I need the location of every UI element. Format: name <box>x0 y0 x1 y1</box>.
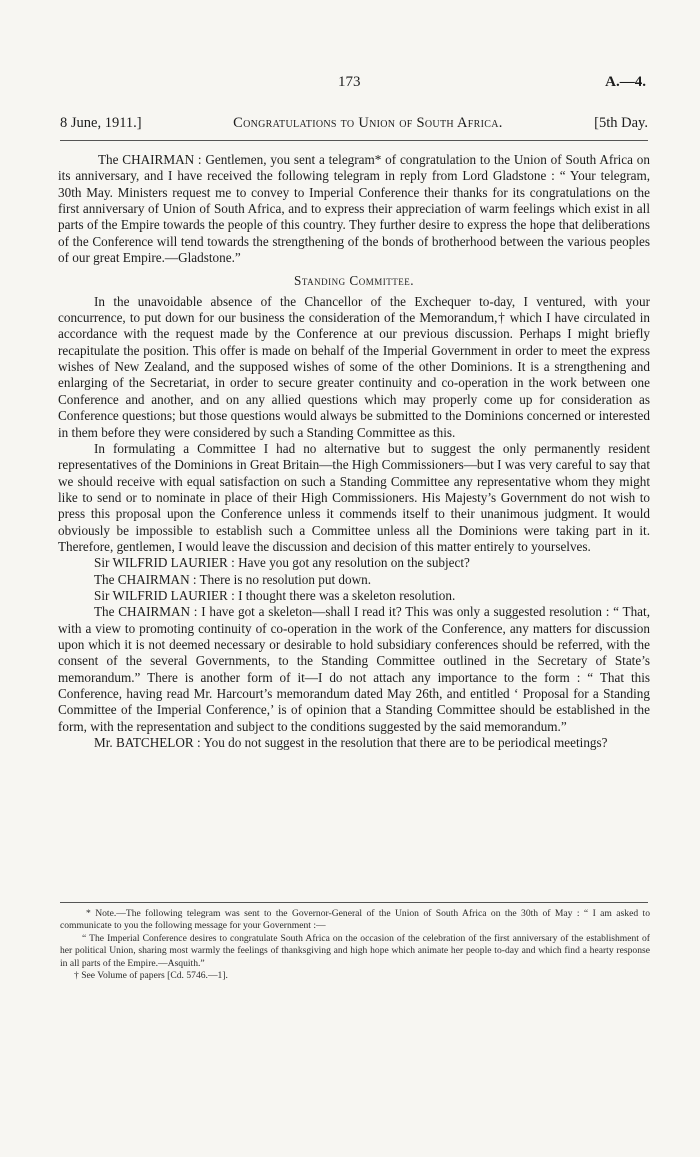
document-body <box>58 152 650 751</box>
paragraph-memorandum: In the unavoidable absence of the Chancellor of the Exchequer to-day, I ventured, with your concurrence, to put down for our business the consideration of the Memorandum,† which I have circulated in accordance with the request made by the Conference at our previous discussion. Perhaps I might briefly recapitulate the position. This offer is made on behalf of the Imperial Government in order to meet the express wishes of New Zealand, and the supposed wishes of some of the other Dominions. It is a strengthening and enlarging of the Secretariat, in order to secure greater continuity and co-operation in the work between one Conference and another, and on any allied questions which may properly come up for consideration as Conference questions; but those questions would always be submitted to the Dominions concerned or interested in them before they were considered by such a Standing Committee as this. <box>58 293 650 440</box>
section-heading: Standing Committee. <box>294 273 414 289</box>
session-day: [5th Day. <box>594 115 648 131</box>
footnotes <box>60 908 650 982</box>
page-header <box>0 74 700 98</box>
paragraph-laurier-skeleton: Sir WILFRID LAURIER : I thought there was a skeleton resolution. <box>94 587 456 603</box>
paragraph-committee: In formulating a Committee I had no alternative but to suggest the only permanently resident representatives of the Dominions in Great Britain—the High Commissioners—but I was very careful to say that we should receive with equal satisfaction on such a Standing Committee any representative whom they might like to send or to nominate in place of their High Commissioners. His Majesty’s Government do not wish to press this proposal upon the Conference unless it commends itself to their unanimous judgment. It would obviously be impossible to establish such a Committee unless all the Dominions were taking part in it. Therefore, gentlemen, I would leave the discussion and decision of this matter entirely to yourselves. <box>58 440 650 554</box>
series-code: A.—4. <box>605 74 646 90</box>
running-head <box>60 115 648 132</box>
page-number: 173 <box>338 74 361 90</box>
footnote-rule <box>60 902 648 903</box>
running-title: Congratulations to Union of South Africa. <box>233 115 503 131</box>
session-date: 8 June, 1911.] <box>60 115 142 131</box>
header-rule <box>60 140 648 141</box>
paragraph-laurier-question: Sir WILFRID LAURIER : Have you got any resolution on the subject? <box>94 555 470 571</box>
footnote-papers: † See Volume of papers [Cd. 5746.—1]. <box>74 970 228 982</box>
paragraph-chairman-resolution: The CHAIRMAN : I have got a skeleton—shall I read it? This was only a suggested resolution : “ That, with a view to promoting continuity of co-operation in the work of the Conference, any matters for discussion upon which it is not deemed necessary or desirable to hold subsidiary conferences should be referred, with the consent of the several Governments, to the Standing Committee outlined in the Secretary of State’s memorandum.” There is another form of it—I do not attach any importance to the form : “ That this Conference, having read Mr. Harcourt’s memorandum dated May 26th, and entitled ‘ Proposal for a Standing Committee of the Imperial Conference,’ is of opinion that a Standing Committee should be established in the form, with the representation and subject to the conditions suggested by the said memorandum.” <box>58 604 650 734</box>
paragraph-chairman-reply: The CHAIRMAN : There is no resolution put down. <box>94 571 372 587</box>
footnote-telegram: * Note.—The following telegram was sent to the Governor-General of the Union of South Africa on the 30th of May : “ I am asked to communicate to you the following message for your Government :— <box>60 908 650 932</box>
paragraph-batchelor: Mr. BATCHELOR : You do not suggest in the resolution that there are to be periodical meetings? <box>94 735 608 751</box>
footnote-telegram-quote: “ The Imperial Conference desires to congratulate South Africa on the occasion of the celebration of the first anniversary of the establishment of her political Union, sharing most warmly the feelings of thanksgiving and high hope which animate her people to-day and which find a hearty response in all parts of the Empire.—Asquith.” <box>60 932 650 969</box>
paragraph-chairman-telegram: The CHAIRMAN : Gentlemen, you sent a telegram* of congratulation to the Union of South Africa on its anniversary, and I have received the following telegram in reply from Lord Gladstone : “ Your telegram, 30th May. Ministers request me to convey to Imperial Conference their thanks for its congratulations on the first anniversary of Union of South Africa, and to express their appreciation of warm feelings which exist in all parts of the Empire towards the people of this country. They further desire to express the hope that deliberations of the Conference will tend towards the strengthening of the bonds of brotherhood between the various peoples of our great Empire.—Gladstone.” <box>58 152 650 266</box>
